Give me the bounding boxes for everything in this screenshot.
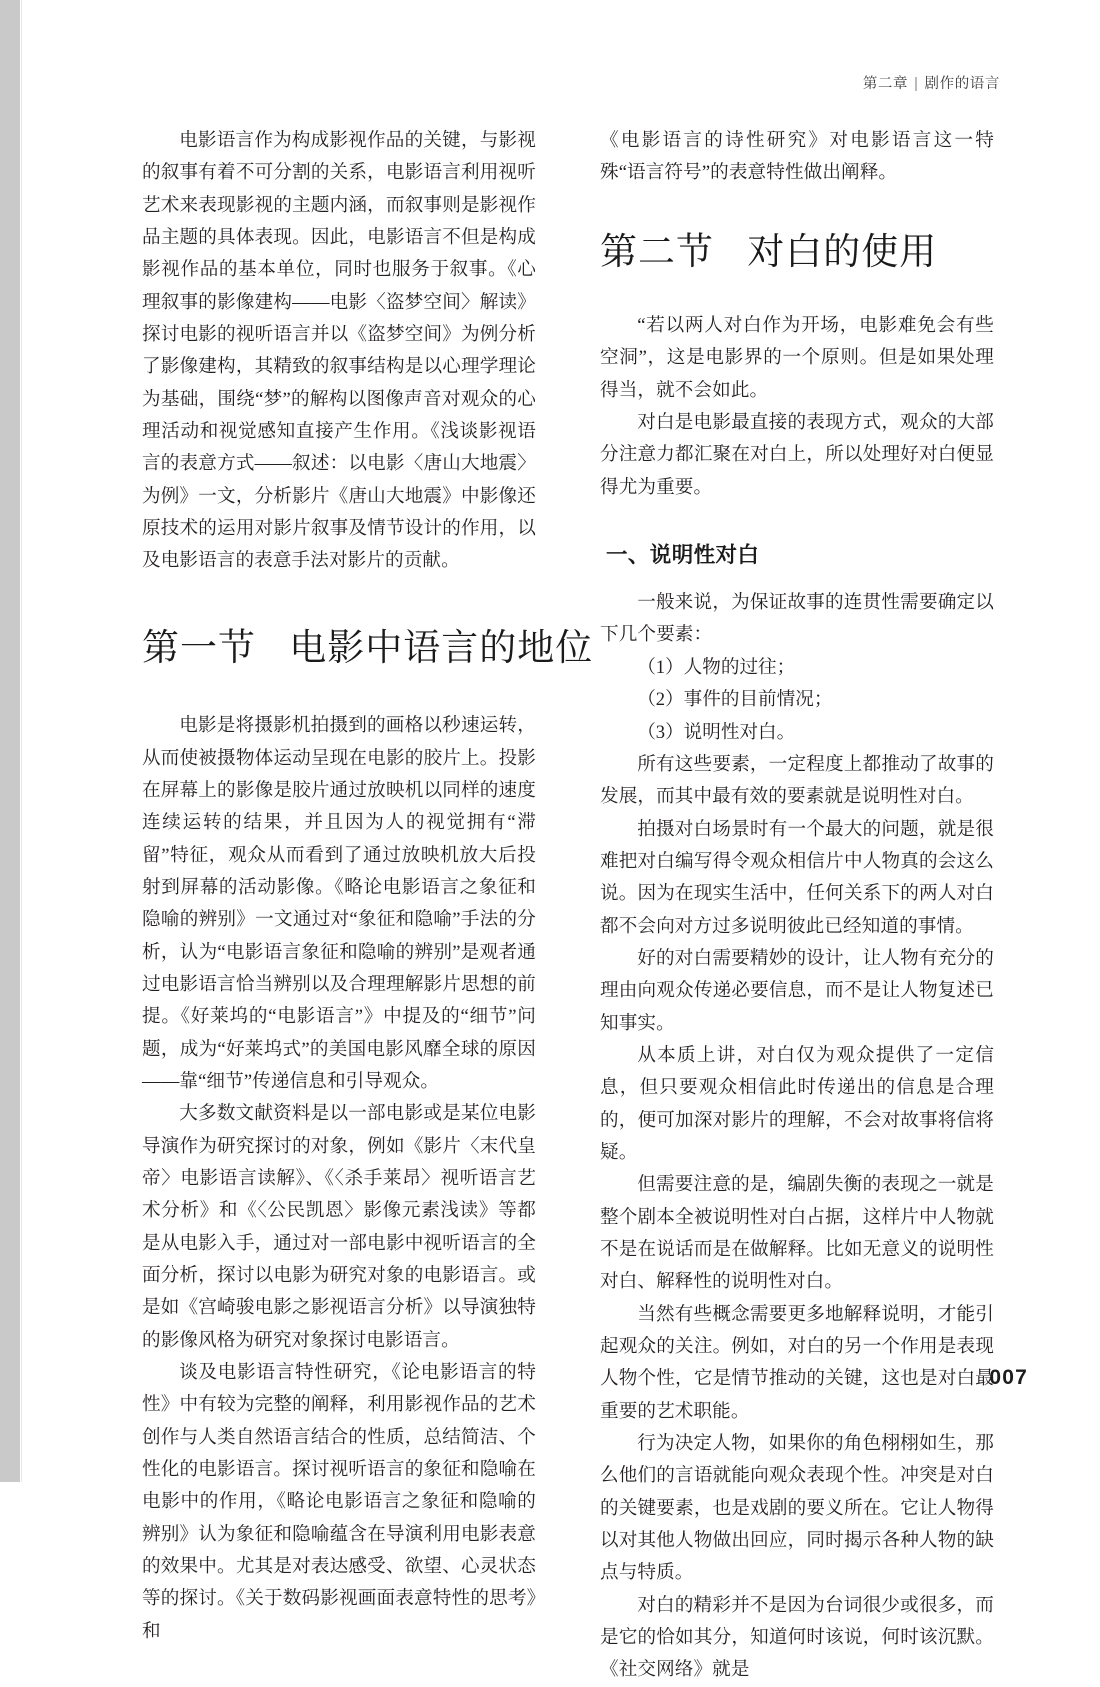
paragraph: 但需要注意的是，编剧失衡的表现之一就是整个剧本全被说明性对白占据，这样片中人物就不是在说话而是在做解释。比如无意义的说明性对白、解释性的说明性对白。: [600, 1174, 994, 1293]
page-number: 007: [989, 1366, 1028, 1389]
paragraph: 电影语言作为构成影视作品的关键，与影视的叙事有着不可分割的关系，电影语言利用视听艺术来表现影视的主题内涵，而叙事则是影视作品主题的具体表现。因此，电影语言不但是构成影视作品的基本单位，同时也服务于叙事。《心理叙事的影像建构——电影〈盗梦空间〉解读》探讨电影的视听语言并以《盗梦空间》为例分析了影像建构，其精致的叙事结构是以心理学理论为基础，围绕“梦”的解构以图像声音对观众的心理活动和视觉感知直接产生作用。《浅谈影视语言的表意方式——叙述：以电影〈唐山大地震〉为例》一文，分析影片《唐山大地震》中影像还原技术的运用对影片叙事及情节设计的作用，以及电影语言的表意手法对影片的贡献。: [142, 130, 536, 572]
section-number: 第一节: [142, 626, 256, 668]
paragraph: 当然有些概念需要更多地解释说明，才能引起观众的关注。例如，对白的另一个作用是表现人物个性，它是情节推动的关键，这也是对白最重要的艺术职能。: [600, 1303, 994, 1422]
document-page: [22, 0, 1100, 1681]
paragraph: 一般来说，为保证故事的连贯性需要确定以下几个要素：: [600, 592, 994, 646]
paragraph: 对白是电影最直接的表现方式，观众的大部分注意力都汇聚在对白上，所以处理好对白便显得尤为重要。: [600, 412, 994, 498]
paragraph: 好的对白需要精妙的设计，让人物有充分的理由向观众传递必要信息，而不是让人物复述已知事实。: [600, 947, 994, 1034]
paragraph: 电影是将摄影机拍摄到的画格以秒速运转，从而使被摄物体运动呈现在电影的胶片上。投影在屏幕上的影像是胶片通过放映机以同样的速度连续运转的结果，并且因为人的视觉拥有“滞留”特征，观众从而看到了通过放映机放大后投射到屏幕的活动影像。《略论电影语言之象征和隐喻的辨别》一文通过对“象征和隐喻”手法的分析，认为“电影语言象征和隐喻的辨别”是观者通过电影语言恰当辨别以及合理理解影片思想的前提。《好莱坞的“电影语言”》中提及的“细节”问题，成为“好莱坞式”的美国电影风靡全球的原因——靠“细节”传递信息和引导观众。: [142, 715, 536, 1092]
paragraph: 谈及电影语言特性研究，《论电影语言的特性》中有较为完整的阐释，利用影视作品的艺术创作与人类自然语言结合的性质，总结简洁、个性化的电影语言。探讨视听语言的象征和隐喻在电影中的作用，《略论电影语言之象征和隐喻的辨别》认为象征和隐喻蕴含在导演利用电影表意的效果中。尤其是对表达感受、欲望、心灵状态等的探讨。《关于数码影视画面表意特性的思考》和: [142, 1362, 536, 1642]
paragraph: 《电影语言的诗性研究》对电影语言这一特殊“语言符号”的表意特性做出阐释。: [600, 130, 994, 184]
section-heading-block: [142, 626, 594, 670]
paragraph: 从本质上讲，对白仅为观众提供了一定信息，但只要观众相信此时传递出的信息是合理的，便可加深对影片的理解，不会对故事将信将疑。: [600, 1044, 994, 1163]
list-item: （1）人物的过往；: [637, 656, 796, 678]
section-title-text: 电影中语言的地位: [289, 626, 594, 668]
running-head: [863, 72, 1000, 93]
paragraph: 行为决定人物，如果你的角色栩栩如生，那么他们的言语就能向观众表现个性。冲突是对白的关键要素，也是戏剧的要义所在。它让人物得以对其他人物做出回应，同时揭示各种人物的缺点与特质。: [600, 1433, 994, 1584]
subsection-heading: 一、说明性对白: [606, 543, 760, 568]
section-heading: [600, 230, 994, 274]
list-item: （2）事件的目前情况；: [637, 689, 833, 711]
section-number: 第二节: [600, 230, 714, 272]
paragraph: 拍摄对白场景时有一个最大的问题，就是很难把对白编写得令观众相信片中人物真的会这么说。因为在现实生活中，任何关系下的两人对白都不会向对方过多说明彼此已经知道的事情。: [600, 818, 994, 937]
paragraph: “若以两人对白作为开场，电影难免会有些空洞”，这是电影界的一个原则。但是如果处理得当，就不会如此。: [600, 315, 994, 401]
two-column-body: [142, 125, 994, 1687]
section-heading-block: [600, 230, 994, 274]
running-head-chapter: 第二章: [862, 76, 909, 92]
section-title-text: 对白的使用: [747, 230, 938, 272]
page-binding-edge: [0, 0, 20, 1482]
paragraph: 所有这些要素，一定程度上都推动了故事的发展，而其中最有效的要素就是说明性对白。: [600, 753, 994, 808]
right-column: [600, 125, 994, 1687]
running-head-separator: |: [914, 76, 919, 92]
running-head-title: 剧作的语言: [924, 76, 1000, 92]
section-heading: [142, 626, 594, 670]
list-item: （3）说明性对白。: [637, 721, 796, 743]
paragraph: 大多数文献资料是以一部电影或是某位电影导演作为研究探讨的对象，例如《影片〈末代皇帝〉电影语言读解》、《〈杀手莱昂〉视听语言艺术分析》和《〈公民凯恩〉影像元素浅读》等都是从电影入手，通过对一部电影中视听语言的全面分析，探讨以电影为研究对象的电影语言。或是如《宫崎骏电影之影视语言分析》以导演独特的影像风格为研究对象探讨电影语言。: [142, 1103, 536, 1351]
paragraph: 对白的精彩并不是因为台词很少或很多，而是它的恰如其分，知道何时该说，何时该沉默。《社交网络》就是: [600, 1594, 994, 1681]
left-column: [142, 125, 594, 1687]
